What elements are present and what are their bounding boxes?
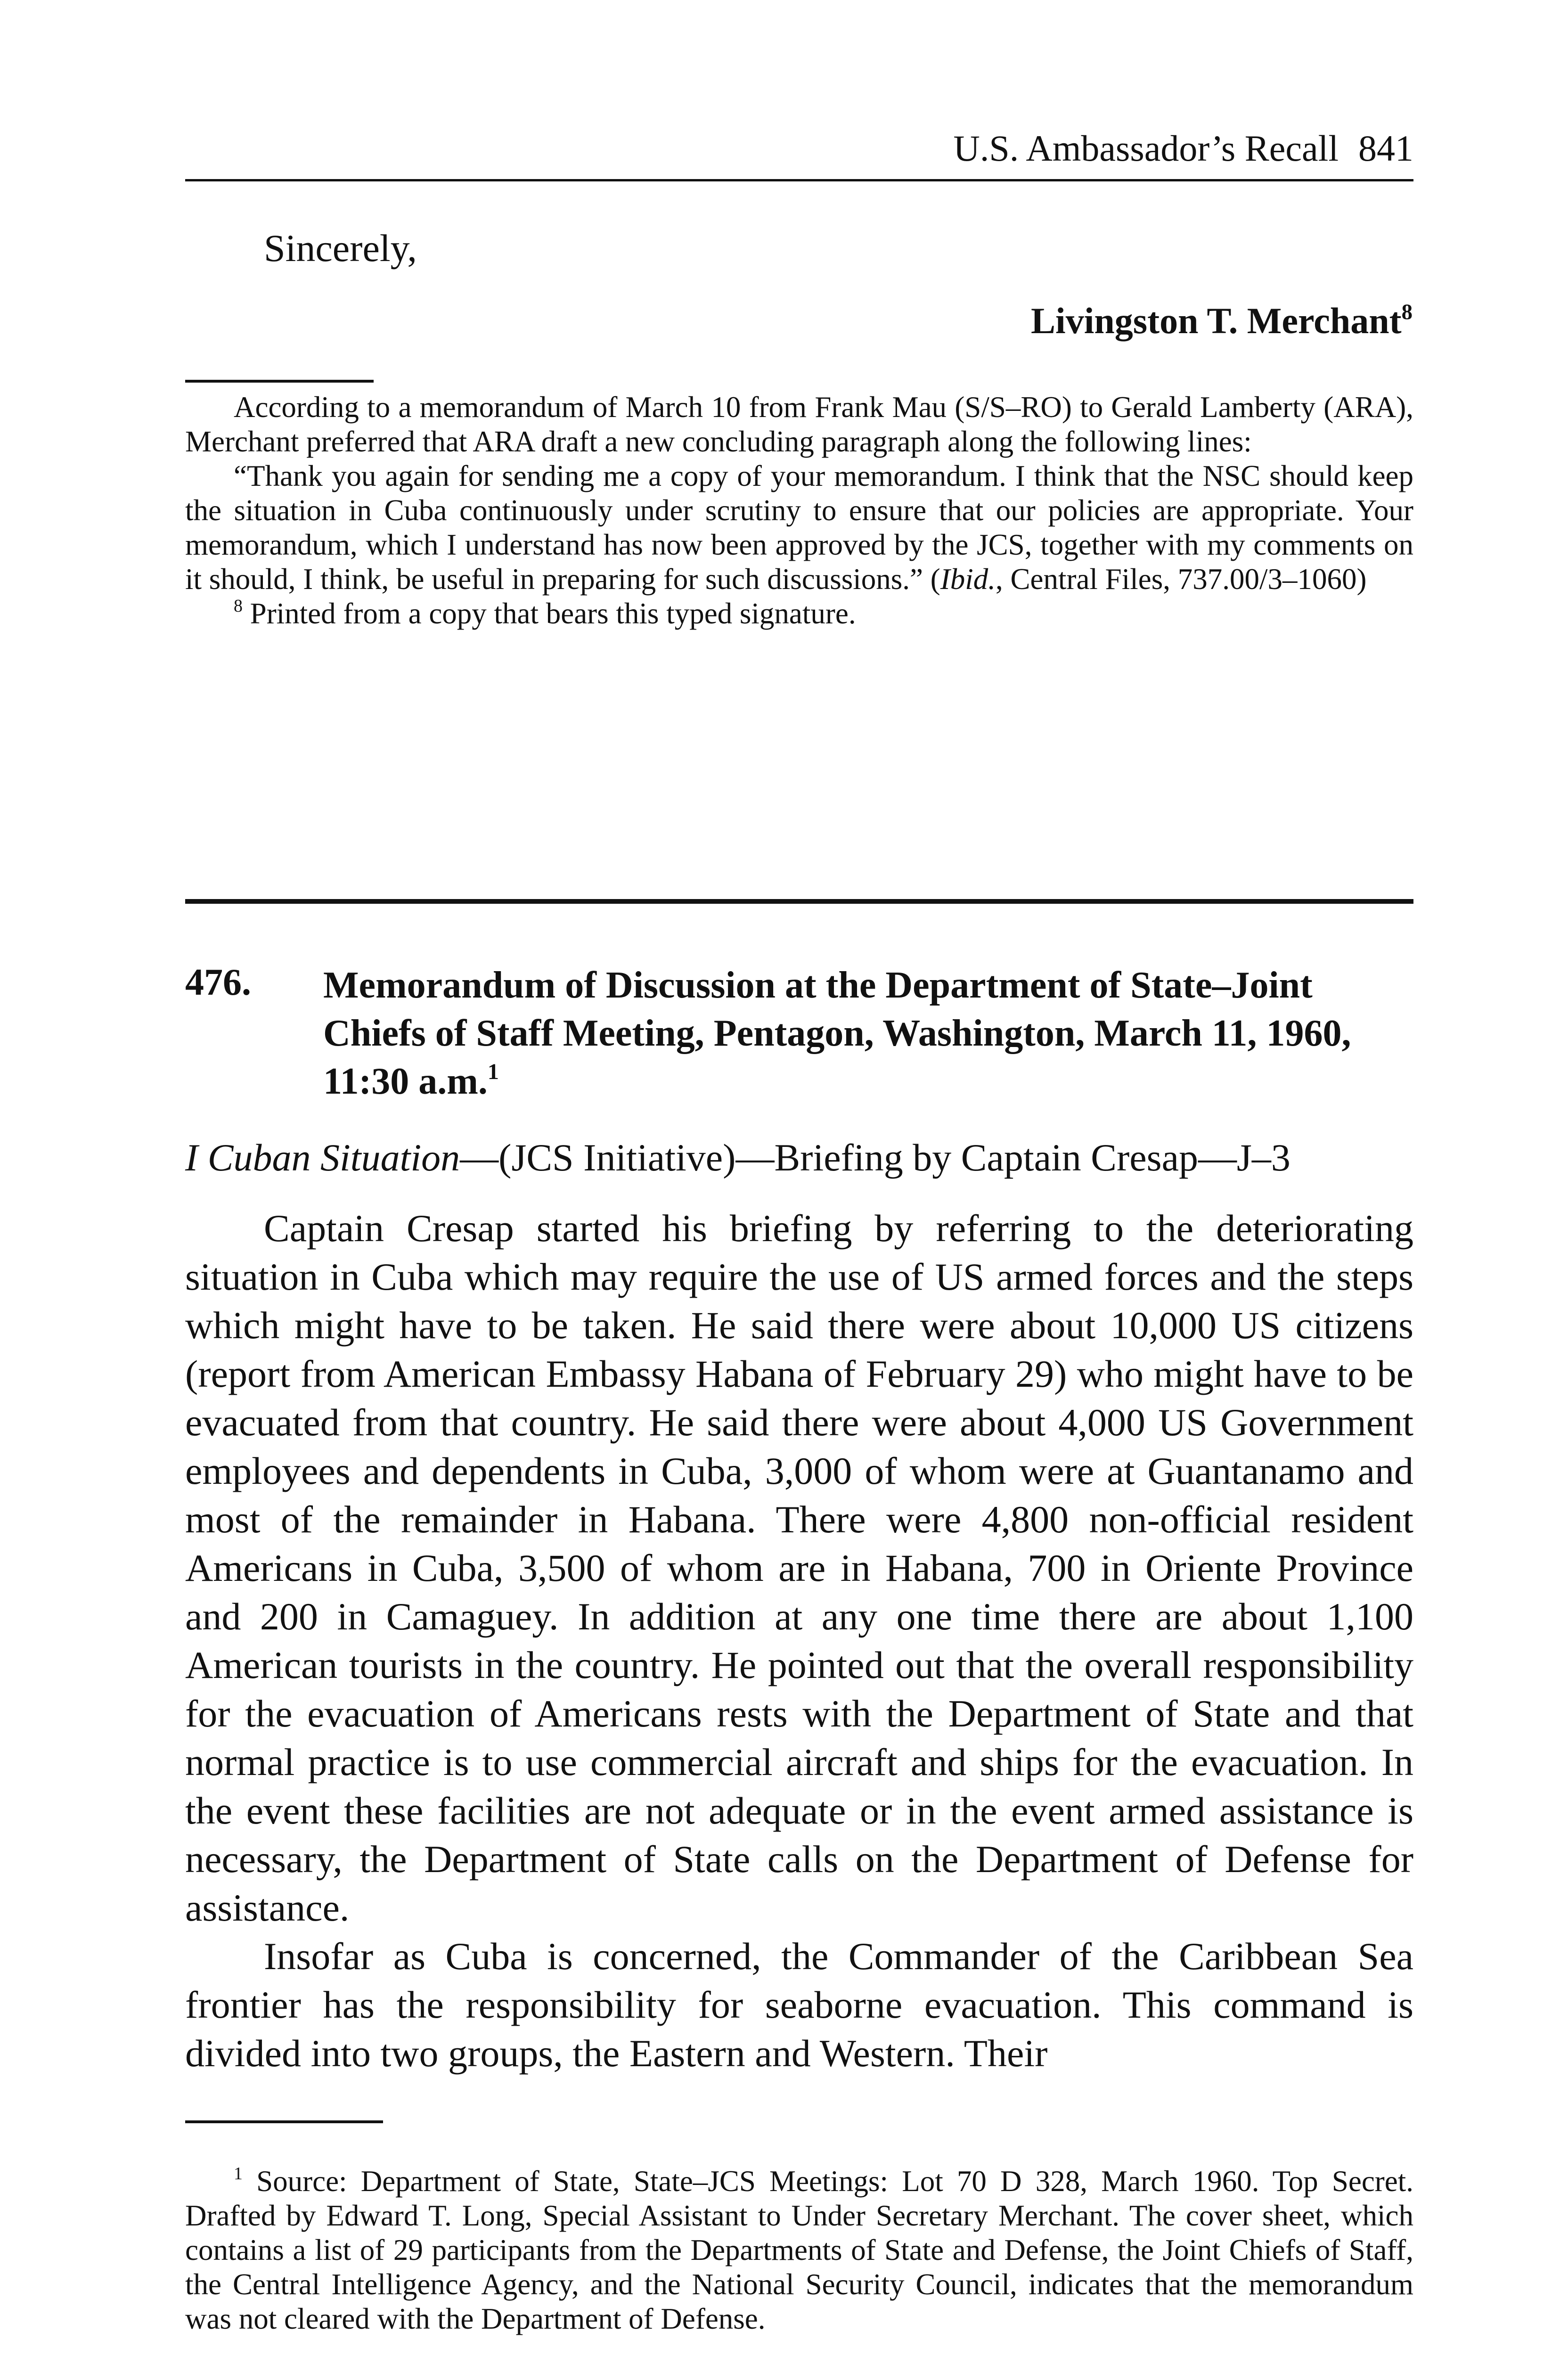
subject-rest: —(JCS Initiative)—Briefing by Captain Cresap—J–3: [460, 1136, 1290, 1179]
document-title: [323, 961, 1421, 1105]
running-header: [954, 127, 1413, 170]
ibid: Ibid.: [940, 563, 996, 596]
running-title: U.S. Ambassador’s Recall: [953, 128, 1339, 169]
footnote-1-text: Source: Department of State, State–JCS Meetings: Lot 70 D 328, March 1960. Top Secret. Drafted by Edward T. Long, Special Assistant to Under Secretary Merchant. The cover sheet, which contains a list of 29 participants from the Departments of State and Defense, the Joint Chiefs of Staff, the Central Intelligence Agency, and the National Security Council, indicates that the memorandum was not cleared with the Department of Defense.: [185, 2165, 1413, 2335]
valediction: Sincerely,: [264, 227, 417, 270]
note-paragraph: According to a memorandum of March 10 from Frank Mau (S/S–RO) to Gerald Lamberty (ARA), Merchant preferred that ARA draft a new concluding paragraph along the following lines:: [185, 391, 1413, 458]
footnote-1: [185, 2164, 1413, 2336]
page-number: 841: [1358, 128, 1413, 169]
section-divider: [185, 899, 1413, 904]
body-paragraph: Insofar as Cuba is concerned, the Commander of the Caribbean Sea frontier has the responsibility for seaborne evacuation. This command is divided into two groups, the Eastern and Western. Their: [185, 1935, 1413, 2075]
footnotes: [185, 2164, 1413, 2336]
subject-italic: I Cuban Situation: [185, 1136, 460, 1179]
subject-line: [185, 1136, 1290, 1180]
footnote-8: [185, 597, 1413, 631]
title-note-ref: 1: [487, 1059, 499, 1084]
body-paragraph: Captain Cresap started his briefing by referring to the deteriorating situation in Cuba which may require the use of US armed forces and the steps which might have to be taken. He said there were about 10,000 US citizens (report from American Embassy Habana of February 29) who might have to be evacuated from that country. He said there were about 4,000 US Government employees and dependents in Cuba, 3,000 of whom were at Guantanamo and most of the remainder in Habana. There were 4,800 non-official resident Americans in Cuba, 3,500 of whom are in Habana, 700 in Oriente Province and 200 in Camaguey. In addition at any one time there are about 1,100 American tourists in the country. He pointed out that the overall responsibility for the evacuation of Americans rests with the Department of State and that normal practice is to use commercial aircraft and ships for the evacuation. In the event these facilities are not adequate or in the event armed assistance is necessary, the Department of State calls on the Department of Defense for assistance.: [185, 1207, 1413, 1929]
footnote-rule: [185, 2120, 383, 2123]
document-body: [185, 1204, 1413, 2078]
signer-name: Livingston T. Merchant: [1031, 300, 1402, 341]
footnote-1-number: 1: [234, 2164, 243, 2184]
footnote-8-number: 8: [234, 596, 243, 616]
note-quote-paragraph: “Thank you again for sending me a copy of your memorandum. I think that the NSC should keep the situation in Cuba continuously under scrutiny to ensure that our policies are appropriate. Your memorandum, which I understand has now been approved by the JCS, together with my comments on it should, I think, be useful in preparing for such discussions.” (Ibid., Central Files, 737.00/3–1060): [185, 459, 1413, 596]
document-number: 476.: [185, 962, 251, 1003]
footnote-8-text: Printed from a copy that bears this typed signature.: [242, 597, 856, 630]
signature-block: [1031, 300, 1413, 342]
note-quote: “Thank you again for sending me a copy of your memorandum. I think that the NSC should keep the situation in Cuba continuously under scrutiny to ensure that our policies are appropriate. Your memorandum, which I understand has now been approved by the JCS, together with my comments on it should, I think, be useful in preparing for such discussions.”: [185, 459, 1413, 596]
signer-note-ref: 8: [1401, 299, 1413, 324]
header-rule: [185, 179, 1413, 181]
previous-document-notes: [185, 390, 1413, 631]
document-title-text: Memorandum of Discussion at the Department of State–Joint Chiefs of Staff Meeting, Pentagon, Washington, March 11, 1960, 11:30 a.m.: [323, 965, 1351, 1102]
note-citation: , Central Files, 737.00/3–1060): [996, 563, 1367, 596]
footnote-rule: [185, 380, 374, 383]
